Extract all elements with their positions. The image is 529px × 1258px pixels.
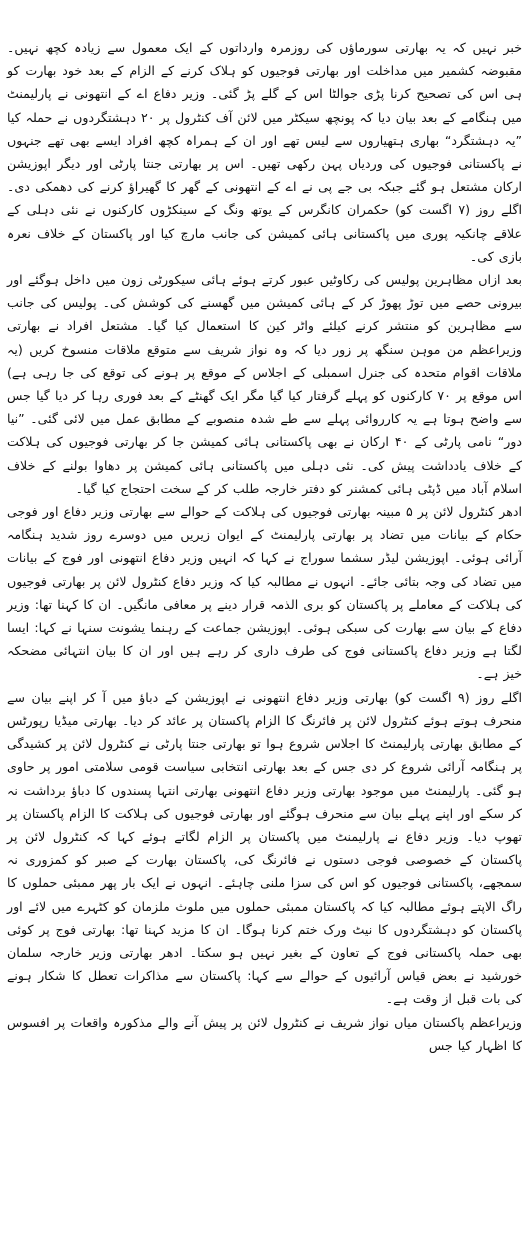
article-body: [7, 36, 522, 1057]
article-paragraph-1: خبر نہیں کہ یہ بھارتی سورماؤں کی روزمرہ وارداتوں کے ایک معمول سے زیادہ کچھ نہیں۔ مقبوضہ کشمیر میں مداخلت اور بھارتی فوجیوں کو ہلاک کرنے کے الزام کے بعد خود بھارت کو ہی اس کی تصحیح کرنا پڑی جوالٹا اس کے گلے پڑ گئی۔ وزیر دفاع اے کے انتھونی نے پارلیمنٹ میں ہنگامے کے بعد بیان دیا کہ پونچھ سیکٹر میں لائن آف کنٹرول پر ۲۰ دہشتگردوں نے حملہ کیا ”یہ دہشتگرد“ بھاری ہتھیاروں سے لیس تھے اور ان کے ہمراہ کچھ افراد ایسے بھی تھے جنہوں نے پاکستانی فوجیوں کی وردیاں پہن رکھی تھیں۔ اس پر بھارتی جنتا پارٹی اور دیگر اپوزیشن ارکان مشتعل ہو گئے جبکہ بی جے پی نے اے کے انتھونی کے گھر کا گھیراؤ کرنے کی دھمکی دی۔ اگلے روز (۷ اگست کو) حکمران کانگرس کے یوتھ ونگ کے سینکڑوں کارکنوں نے نئی دہلی کے علاقے چانکیہ پوری میں پاکستانی ہائی کمیشن کی جانب مارچ کیا اور پاکستان کے خلاف نعرہ بازی کی۔: [7, 40, 523, 264]
article-paragraph-5: وزیراعظم پاکستان میاں نواز شریف نے کنٹرول لائن پر پیش آنے والے مذکورہ واقعات پر افسوس کا اظہار کیا جس: [7, 1014, 522, 1053]
article-paragraph-3: ادھر کنٹرول لائن پر ۵ مبینہ بھارتی فوجیوں کی ہلاکت کے حوالے سے بھارتی وزیر دفاع اور فوجی حکام کے بیانات میں تضاد پر بھارتی پارلیمنٹ کے ایوان زیریں میں دوسرے روز شدید ہنگامہ آرائی ہوئی۔ اپوزیشن لیڈر سشما سوراج نے کہا کہ انہیں وزیر دفاع انتھونی اور فوج کے بیانات میں تضاد کی وجہ بتائی جائے۔ انہوں نے مطالبہ کیا کہ وزیر دفاع کنٹرول لائن پر بھارتی فوجیوں کی ہلاکت کے معاملے پر پاکستان کو بری الذمہ قرار دینے پر معافی مانگیں۔ ان کا کہنا تھا: وزیر دفاع کے بیان سے بھارت کی سبکی ہوئی۔ اپوزیشن جماعت کے رہنما یشونت سنہا نے کہا: ایسا لگتا ہے وزیر دفاع پاکستانی فوج کی طرف داری کر رہے ہیں اور ان کا بیان انتہائی مضحکہ خیز ہے۔: [6, 504, 522, 682]
article-paragraph-2: بعد ازاں مظاہرین پولیس کی رکاوٹیں عبور کرتے ہوئے ہائی سیکورٹی زون میں داخل ہوگئے اور بیرونی حصے میں توڑ پھوڑ کر کے ہائی کمیشن میں گھسنے کی کوشش کی۔ پولیس کی جانب سے مظاہرین کو منتشر کرنے کیلئے واٹر کین کا استعمال کیا گیا۔ مشتعل افراد نے بھارتی وزیراعظم من موہن سنگھ پر زور دیا کہ وہ نواز شریف سے متوقع ملاقات منسوخ کریں (یہ ملاقات اقوام متحدہ کی جنرل اسمبلی کے اجلاس کے موقع پر ہونے کی توقع کی جا رہی ہے) اس موقع پر ۷۰ کارکنوں کو پہلے گرفتار کیا گیا مگر ایک گھنٹے کے بعد فوری رہا کر دیا گیا جس سے واضح ہوتا ہے یہ کارروائی پہلے سے طے شدہ منصوبے کے مطابق عمل میں لائی گئی۔ ”نیا دور“ نامی پارٹی کے ۴۰ ارکان نے بھی پاکستانی ہائی کمیشن جا کر بھارتی فوجیوں کی ہلاکت کے خلاف یادداشت پیش کی۔ نئی دہلی میں پاکستانی ہائی کمیشن پر دھاوا بولنے کے خلاف اسلام آباد میں ڈپٹی ہائی کمشنر کو دفتر خارجہ طلب کر کے سخت احتجاج کیا گیا۔: [7, 272, 523, 496]
article-paragraph-4: اگلے روز (۹ اگست کو) بھارتی وزیر دفاع انتھونی نے اپوزیشن کے دباؤ میں آ کر اپنے بیان سے منحرف ہوتے ہوئے کنٹرول لائن پر فائرنگ کا الزام پاکستان پر عائد کر دیا۔ بھارتی میڈیا رپورٹس کے مطابق بھارتی پارلیمنٹ کا اجلاس شروع ہوا تو بھارتی جنتا پارٹی نے کنٹرول لائن پر کشیدگی پر ہنگامہ آرائی شروع کر دی جس کے بعد بھارتی انتخابی سیاست قومی سلامتی امور پر حاوی ہو گئی۔ پارلیمنٹ میں موجود بھارتی وزیر دفاع انتھونی بھارتی انتہا پسندوں کا دباؤ برداشت نہ کر سکے اور اپنے پہلے بیان سے منحرف ہوگئے اور بھارتی فوجیوں کی ہلاکت کا الزام پاکستان پر تھوپ دیا۔ وزیر دفاع نے پارلیمنٹ میں پاکستان پر الزام لگاتے ہوئے کہا کہ کنٹرول لائن پر پاکستان کے خصوصی فوجی دستوں نے فائرنگ کی، پاکستان بھارت کے صبر کو کمزوری نہ سمجھے، پاکستانی فوجیوں کو اس کی سزا ملنی چاہئے۔ انہوں نے ایک بار پھر ممبئی حملوں کا راگ الاپتے ہوئے مطالبہ کیا کہ پاکستان ممبئی حملوں میں ملوث ملزمان کو کٹہرے میں لائے اور پاکستان کو دہشتگردوں کا نیٹ ورک ختم کرنا ہوگا۔ ان کا مزید کہنا تھا: بھارتی فوج پر کوئی بھی حملہ پاکستانی فوج کے تعاون کے بغیر نہیں ہو سکتا۔ ادھر بھارتی وزیر خارجہ سلمان خورشید نے بعض قیاس آرائیوں کے حوالے سے کہا: پاکستان سے مذاکرات تعطل کا شکار ہونے کی بات قبل از وقت ہے۔: [7, 689, 522, 1007]
